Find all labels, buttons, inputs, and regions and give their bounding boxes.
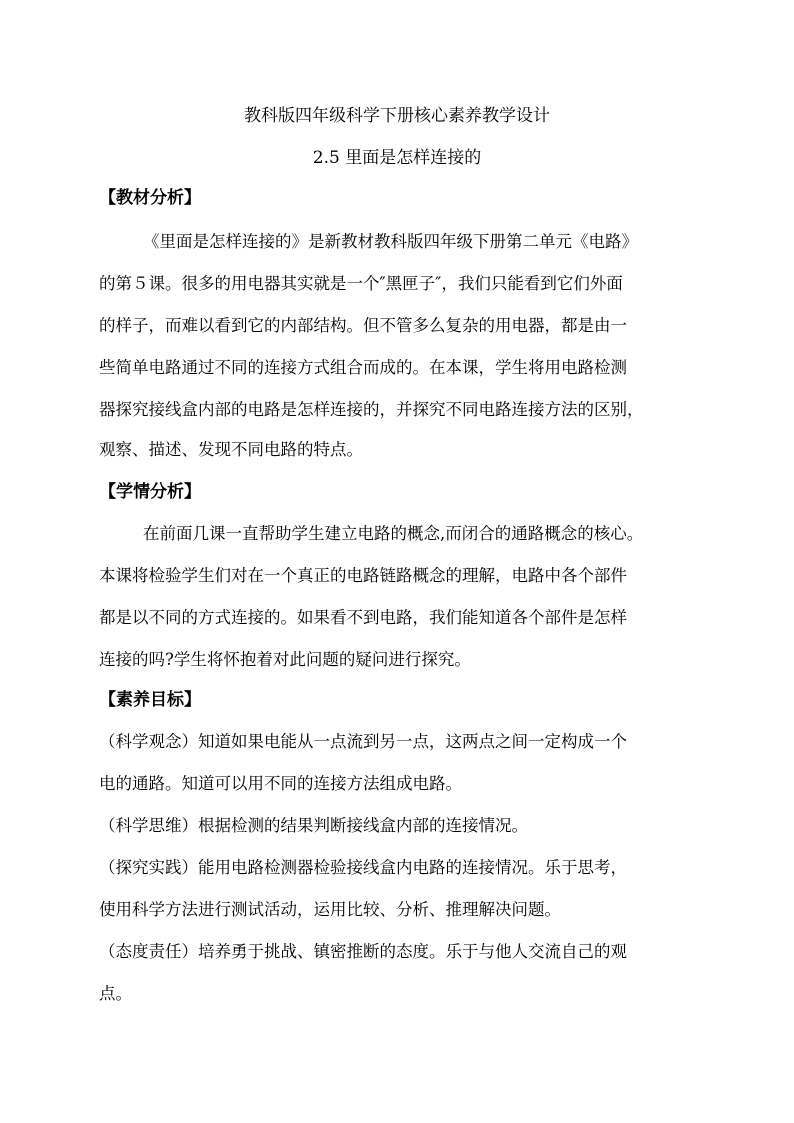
students-line: 都是以不同的方式连接的。如果看不到电路，我们能知道各个部件是怎样 — [99, 608, 627, 627]
analysis-line: 《里面是怎样连接的》是新教材教科版四年级下册第二单元《电路》 — [143, 232, 638, 251]
analysis-line: 的样子，而难以看到它的内部结构。但不管多么复杂的用电器，都是由一 — [99, 316, 627, 335]
goals-line: 点。 — [99, 984, 132, 1003]
analysis-line: 些简单电路通过不同的连接方式组合而成的。在本课，学生将用电路检测 — [99, 358, 627, 377]
document-subtitle: 2.5 里面是怎样连接的 — [312, 148, 482, 168]
students-line: 连接的吗?学生将怀抱着对此问题的疑问进行探究。 — [99, 650, 471, 669]
students-line: 本课将检验学生们对在一个真正的电路链路概念的理解，电路中各个部件 — [99, 566, 627, 585]
goals-line: （科学观念）知道如果电能从一点流到另一点，这两点之间一定构成一个 — [99, 732, 627, 751]
analysis-line: 器探究接线盒内部的电路是怎样连接的，并探究不同电路连接方法的区别， — [99, 400, 644, 419]
students-line: 在前面几课一直帮助学生建立电路的概念,而闭合的通路概念的核心。 — [143, 524, 644, 543]
goals-line: （态度责任）培养勇于挑战、镇密推断的态度。乐于与他人交流自己的观 — [99, 942, 627, 961]
goals-line: 电的通路。知道可以用不同的连接方法组成电路。 — [99, 774, 462, 793]
analysis-line: 的第５课。很多的用电器其实就是一个″黑匣子″，我们只能看到它们外面 — [99, 274, 623, 293]
document-title: 教科版四年级科学下册核心素养教学设计 — [244, 106, 550, 126]
goals-line: （探究实践）能用电路检测器检验接线盒内电路的连接情况。乐于思考， — [99, 858, 627, 877]
section-heading-students: 【学情分析】 — [99, 482, 201, 502]
goals-line: （科学思维）根据检测的结果判断接线盒内部的连接情况。 — [99, 816, 528, 835]
analysis-line: 观察、描述、发现不同电路的特点。 — [99, 440, 363, 459]
section-heading-goals: 【素养目标】 — [99, 690, 201, 710]
goals-line: 使用科学方法进行测试活动，运用比较、分析、推理解决问题。 — [99, 900, 561, 919]
section-heading-analysis: 【教材分析】 — [99, 188, 201, 208]
